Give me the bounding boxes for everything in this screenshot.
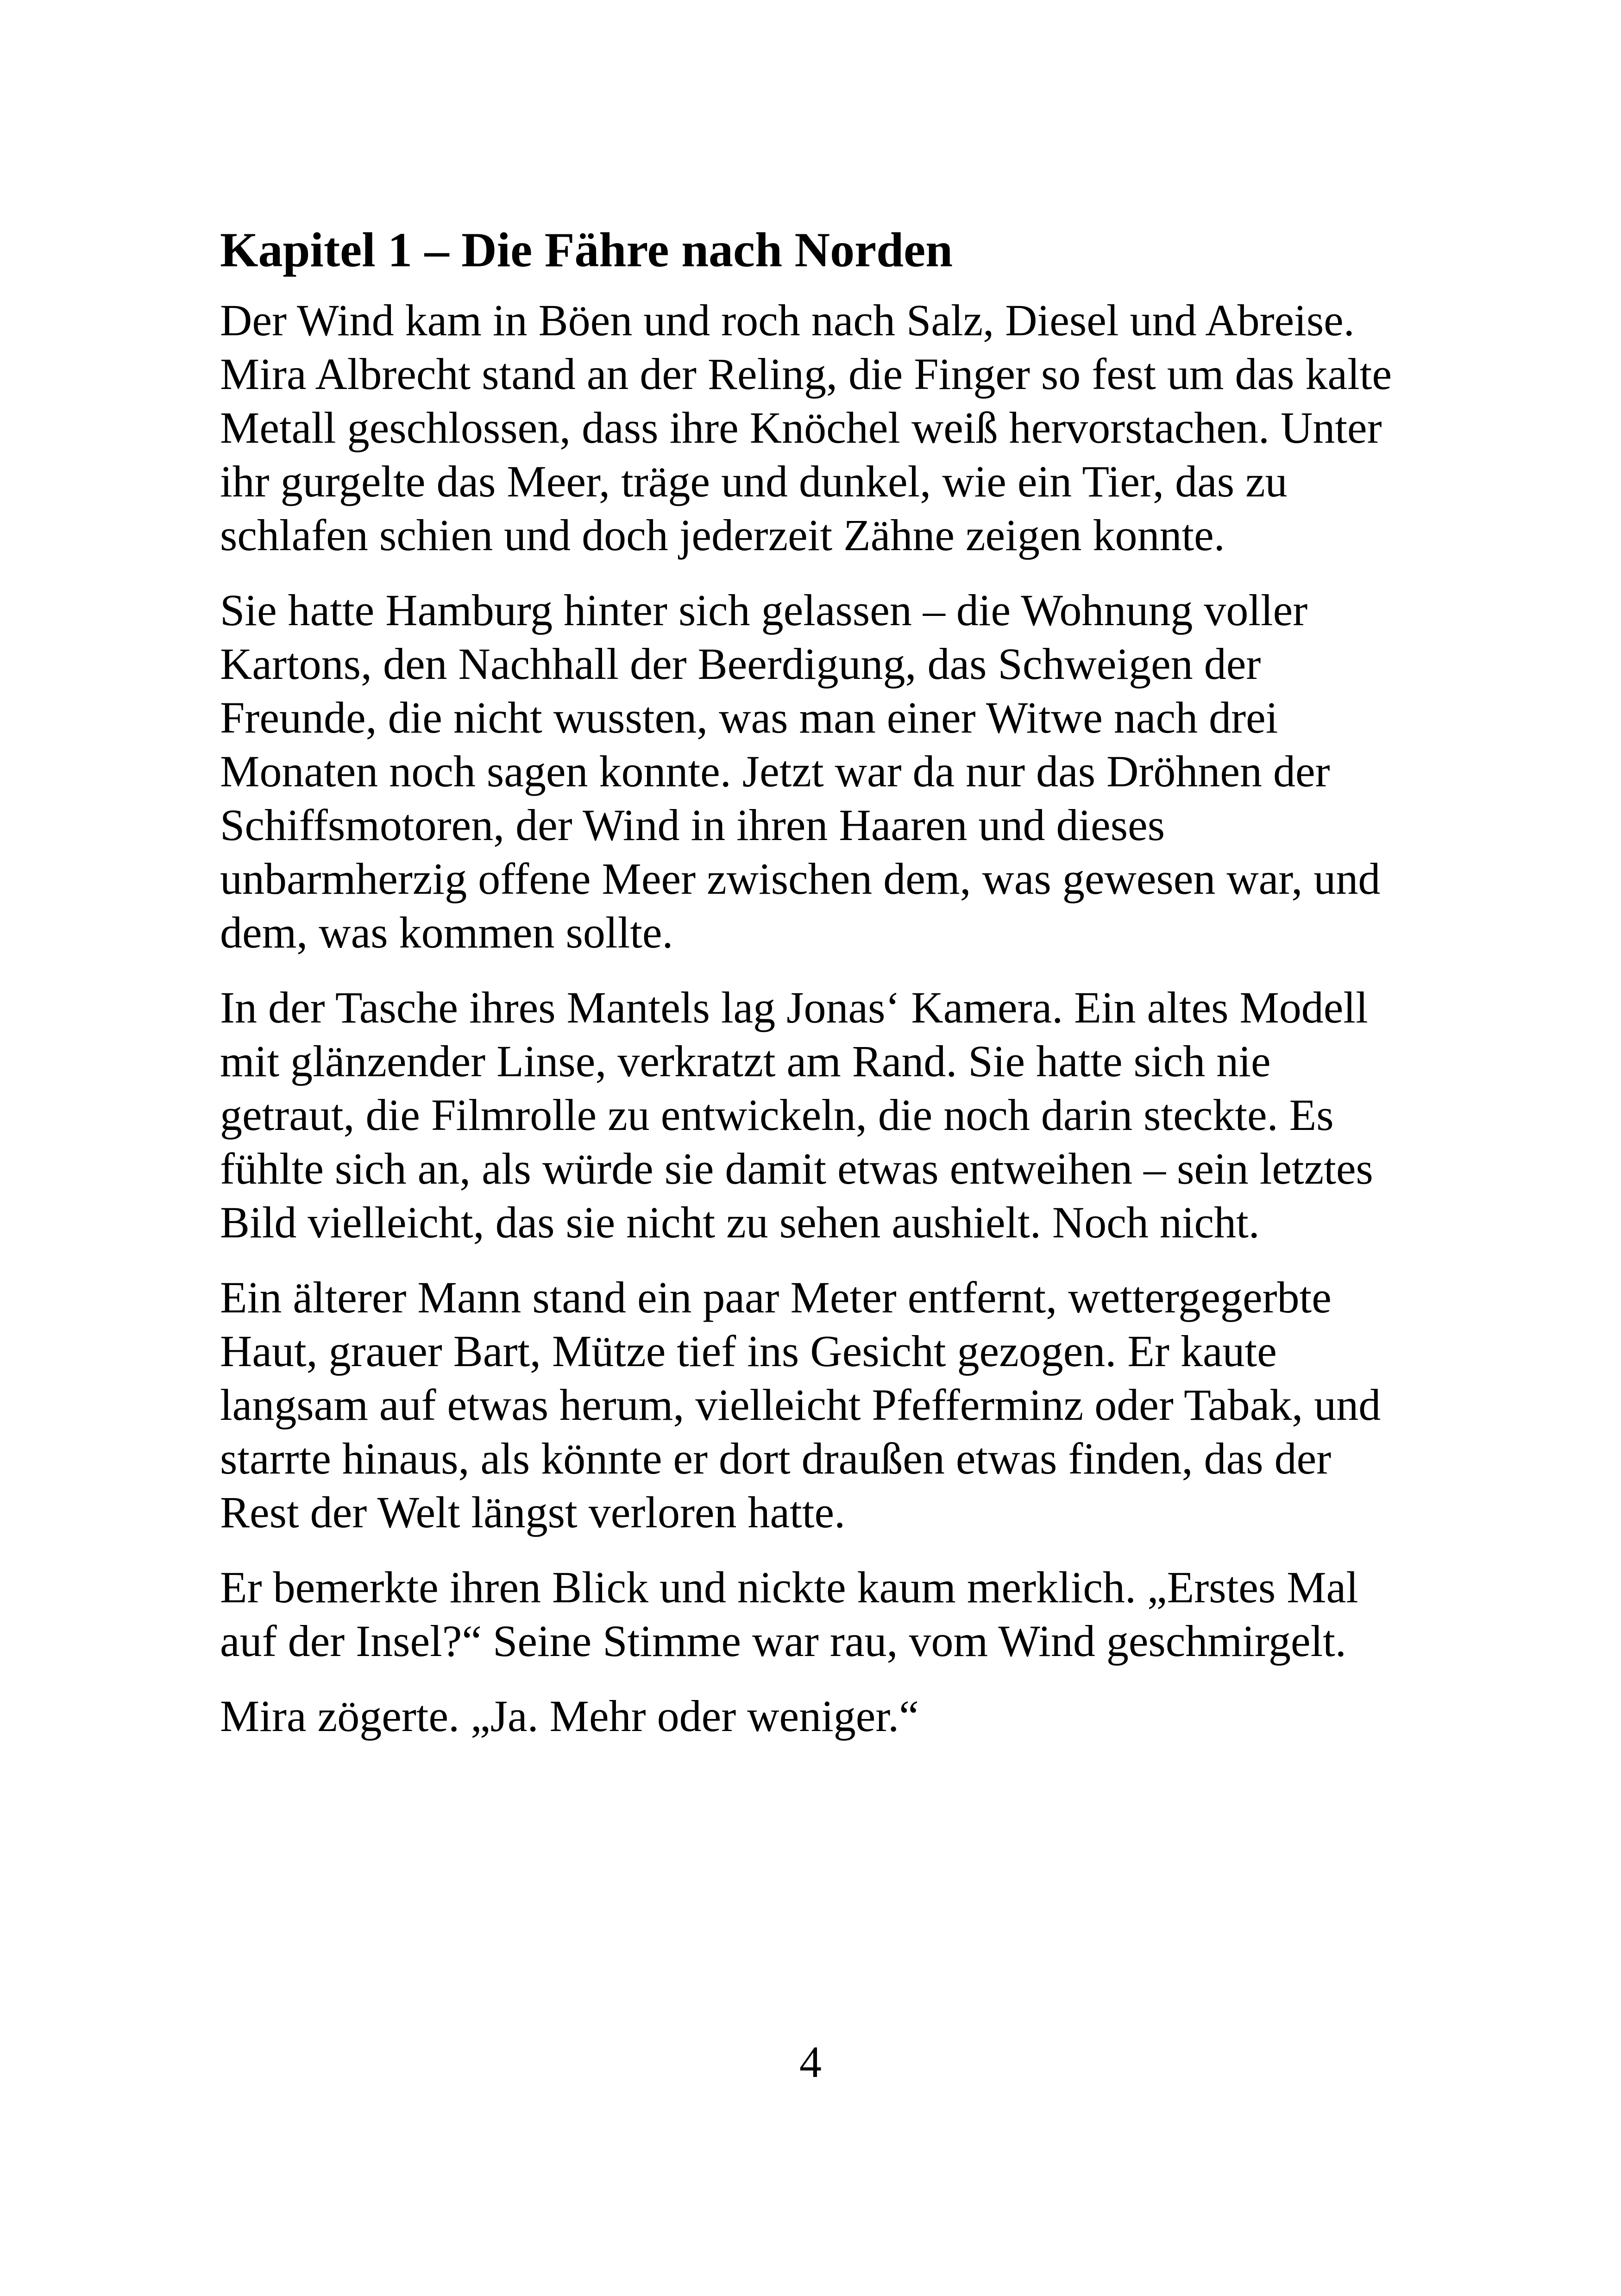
chapter-title: Kapitel 1 – Die Fähre nach Norden [220, 223, 953, 277]
page-number: 4 [799, 2037, 822, 2087]
paragraph-1: Der Wind kam in Böen und roch nach Salz, Diesel und Abreise. Mira Albrecht stand an der Reling, die Finger so fest um das kalte Metall geschlossen, dass ihre Knöchel weiß hervorstachen. Unter ihr gurgelte das Meer, träge und dunkel, wie ein Tier, das zu schlafen schien und doch jederzeit Zähne zeigen konnte. [220, 295, 1392, 560]
paragraph-2: Sie hatte Hamburg hinter sich gelassen – die Wohnung voller Kartons, den Nachhall der Beerdigung, das Schweigen der Freunde, die nicht wussten, was man einer Witwe nach drei Monaten noch sagen konnte. Jetzt war da nur das Dröhnen der Schiffsmotoren, der Wind in ihren Haaren und dieses unbarmherzig offene Meer zwischen dem, was gewesen war, und dem, was kommen sollte. [220, 585, 1381, 957]
paragraph-3: In der Tasche ihres Mantels lag Jonas‘ Kamera. Ein altes Modell mit glänzender Linse, verkratzt am Rand. Sie hatte sich nie getraut, die Filmrolle zu entwickeln, die noch darin steckte. Es fühlte sich an, als würde sie damit etwas entweihen – sein letztes Bild vielleicht, das sie nicht zu sehen aushielt. Noch nicht. [220, 983, 1373, 1247]
paragraph-6: Mira zögerte. „Ja. Mehr oder weniger.“ [220, 1691, 919, 1741]
paragraph-4: Ein älterer Mann stand ein paar Meter entfernt, wettergegerbte Haut, grauer Bart, Mütze tief ins Gesicht gezogen. Er kaute langsam auf etwas herum, vielleicht Pfefferminz oder Tabak, und starrte hinaus, als könnte er dort draußen etwas finden, das der Rest der Welt längst verloren hatte. [220, 1273, 1381, 1537]
page-content [220, 218, 1415, 1764]
paragraph-5: Er bemerkte ihren Blick und nickte kaum merklich. „Erstes Mal auf der Insel?“ Seine Stimme war rau, vom Wind geschmirgelt. [220, 1562, 1358, 1666]
